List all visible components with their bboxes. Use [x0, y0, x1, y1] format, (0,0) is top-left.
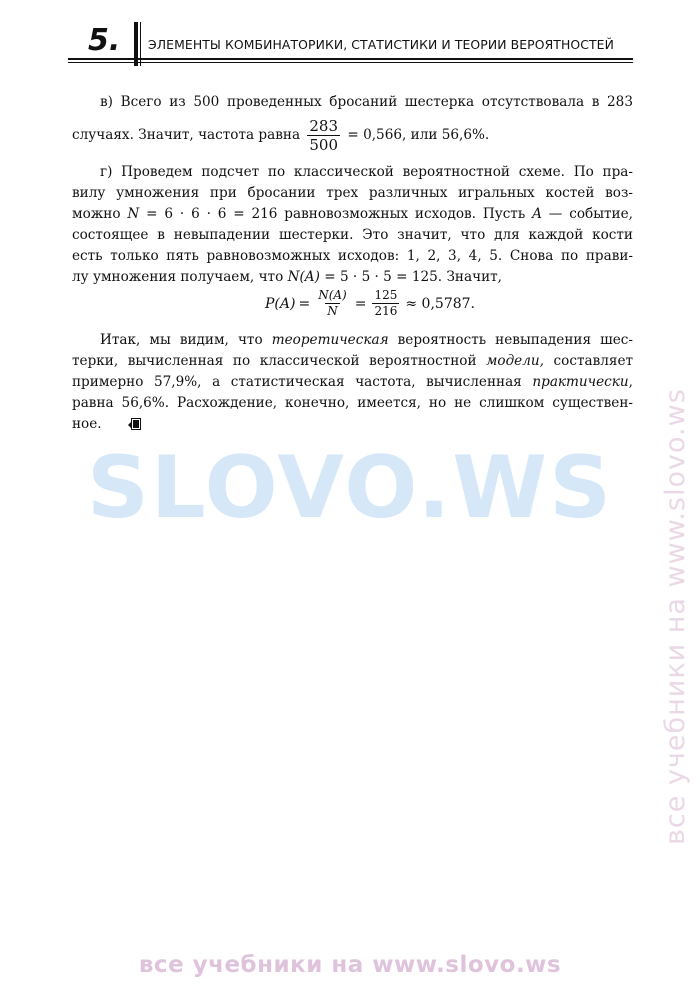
watermark-bottom: все учебники на www.slovo.ws [138, 952, 562, 978]
conclusion-line-3-a: примерно 57,9%, а статистическая частота, вычисленная [72, 374, 522, 390]
conclusion-line-2 [72, 351, 633, 372]
emphasis-model: модели, [486, 353, 544, 369]
frequency-numerator: 283 [309, 117, 339, 135]
emphasis-theoretical: теоретическая [271, 332, 389, 348]
part-g-line-5: есть только пять равновозможных исходов: 1, 2, 3, 4, 5. Снова по прави- [72, 248, 633, 264]
end-of-solution-icon [128, 418, 142, 431]
paragraph-part-g [72, 162, 633, 288]
conclusion-line-5 [72, 414, 633, 435]
part-g-line-6-b: = 5 · 5 · 5 = 125. Значит, [324, 269, 502, 285]
part-v-text: случаях. Значит, частота равна [72, 127, 301, 143]
watermark-vertical: все учебники на www.slovo.ws [660, 388, 691, 845]
part-g-line-3-c: — событие, [548, 206, 633, 222]
formula-equals-2: = [354, 295, 367, 312]
part-g-line-3-a: можно [72, 206, 121, 222]
page-header [68, 22, 633, 64]
header-rule [68, 58, 633, 60]
probability-formula [0, 288, 700, 319]
paragraph-conclusion [72, 330, 633, 435]
chapter-number: 5. [88, 23, 121, 58]
emphasis-practically: практически [532, 374, 629, 390]
part-g-line-1: г) Проведем подсчет по классической вероятностной схеме. По пра- [100, 164, 633, 180]
formula-approx: ≈ 0,5787. [405, 295, 475, 312]
formula-equals-1: = [298, 295, 311, 312]
conclusion-line-3 [72, 372, 633, 393]
paragraph-part-v [72, 92, 633, 154]
formula-fraction-2 [372, 288, 399, 319]
conclusion-line-3-b: , [628, 374, 633, 390]
formula-lhs: P(A) [265, 295, 296, 312]
frequency-fraction [307, 117, 340, 154]
conclusion-line-2-a: терки, вычисленная по классической вероятностной [72, 353, 477, 369]
watermark-center: SLOVO.WS [86, 438, 614, 538]
part-v-result: = 0,566, или 56,6%. [347, 127, 490, 143]
formula-fraction-2-num: 125 [374, 288, 398, 302]
part-g-line-6 [72, 267, 633, 288]
variable-a: A [532, 206, 542, 222]
conclusion-line-4: равна 56,6%. Расхождение, конечно, имеется, но не слишком существен- [72, 395, 633, 411]
part-g-line-6-a: лу умножения получаем, что [72, 269, 284, 285]
part-g-line-2: вилу умножения при бросании трех различных игральных костей воз- [72, 185, 633, 201]
part-v-line-1: в) Всего из 500 проведенных бросаний шестерка отсутствовала в 283 [100, 94, 633, 110]
variable-n: N [127, 206, 140, 222]
part-g-line-3-b: = 6 · 6 · 6 = 216 равновозможных исходов. Пусть [146, 206, 526, 222]
chapter-title: ЭЛЕМЕНТЫ КОМБИНАТОРИКИ, СТАТИСТИКИ И ТЕОРИИ ВЕРОЯТНОСТЕЙ [148, 37, 614, 52]
header-rule-thin [68, 62, 633, 63]
part-g-line-3 [72, 204, 633, 225]
conclusion-line-1 [72, 330, 633, 351]
formula-fraction-1-den: N [327, 304, 338, 318]
part-v-line-2 [72, 117, 633, 154]
formula-fraction-1-num: N(A) [318, 288, 347, 302]
part-g-line-4: состоящее в невыпадении шестерки. Это значит, что для каждой кости [72, 227, 633, 243]
conclusion-line-1-a: Итак, мы видим, что [100, 332, 263, 348]
conclusion-line-2-b: составляет [553, 353, 634, 369]
conclusion-line-5-text: ное. [72, 416, 102, 432]
conclusion-line-1-b: вероятность невыпадения шес- [397, 332, 633, 348]
variable-n-of-a: N(A) [287, 269, 320, 285]
formula-fraction-2-den: 216 [374, 304, 398, 318]
formula-fraction-1 [316, 288, 349, 319]
frequency-denominator: 500 [309, 136, 339, 154]
